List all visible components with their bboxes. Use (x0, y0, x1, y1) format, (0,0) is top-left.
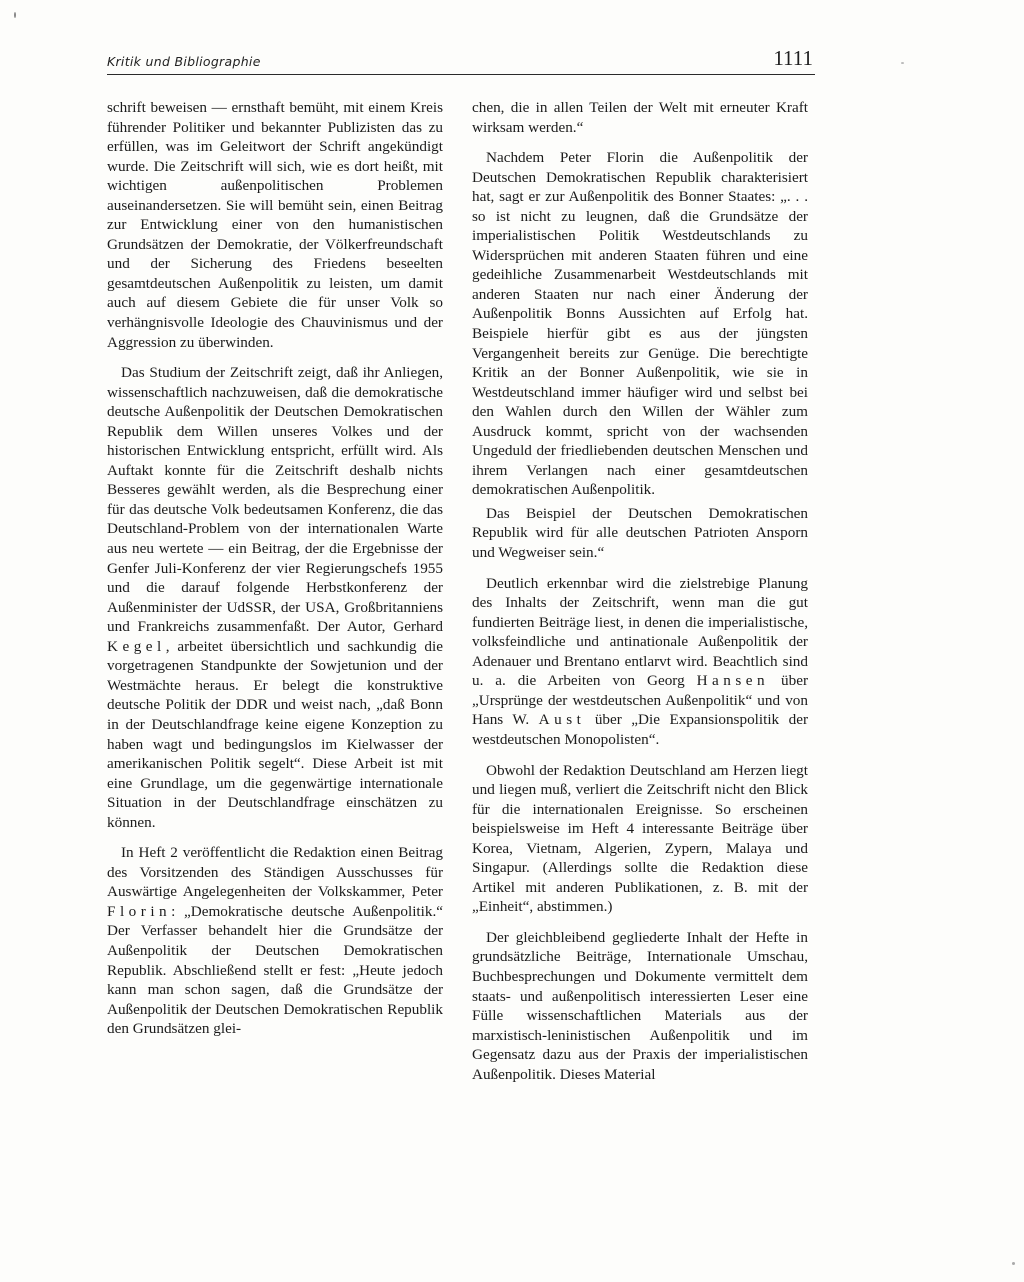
text-run: über „Die Expansionspolitik der westdeutschen Monopolisten“. (472, 711, 808, 748)
scan-speck (14, 12, 16, 18)
text-run: über „Ursprünge der westdeutschen Außenpolitik“ und von Hans W. (472, 672, 809, 729)
paragraph (107, 843, 443, 1038)
paragraph: Nachdem Peter Florin die Außenpolitik der Deutschen Demokratischen Republik charakterisiert hat, sagt er zur Außenpolitik des Bonner Staates: „. . . so ist nicht zu leugnen, daß die Grundsätze der imperialistischen Politik Westdeutschlands zu Widersprüchen mit anderen Staaten führen und eine gedeihliche Zusammenarbeit Westdeutschlands mit anderen Staaten nur nach einer Änderung der Außenpolitik Bonns Aussichten auf Erfolg hat. Beispiele hierfür gibt es aus der jüngsten Vergangenheit bereits zur Genüge. Die berechtigte Kritik an der Bonner Außenpolitik, wie sie in Westdeutschland immer häufiger wird und selbst bei den Wahlen durch den Willen der Wähler zum Ausdruck kommt, spricht von der wachsenden Ungeduld der friedliebenden deutschen Menschen und ihrem Verlangen nach einer gesamtdeutschen demokratischen Außenpolitik. (472, 149, 808, 499)
text-run: , arbeitet übersichtlich und sachkundig die vorgetragenen Standpunkte der Sowjetunion und der Westmächte heraus. Er belegt die konstruktive deutsche Politik der DDR und weist nach, „daß Bonn in der Deutschlandfrage keine eigene Konzeption zu haben wagt und bedingungslos im Kielwasser der amerikanischen Politik segelt“. Diese Arbeit ist mit eine Grundlage, um die gegenwärtige internationale Situation in der Deutschlandfrage einschätzen zu können. (107, 637, 443, 831)
page-header (107, 46, 815, 75)
running-head: Kritik und Bibliographie (107, 54, 261, 69)
author-name: Aust (538, 711, 586, 729)
text-run: In Heft 2 veröffentlicht die Redaktion einen Beitrag des Vorsitzenden des Ständigen Ausschusses für Auswärtige Angelegenheiten der Volkskammer, Peter (107, 844, 443, 901)
author-name: Kegel (107, 637, 166, 655)
text-run: : „Demokratische deutsche Außenpolitik.“ Der Verfasser behandelt hier die Grundsätze der Außenpolitik der Deutschen Demokratischen Republik. Abschließend stellt er fest: „Heute jedoch kann man schon sagen, daß die Grundsätze der Außenpolitik der Deutschen Demokratischen Republik den Grundsätzen glei- (107, 902, 443, 1038)
paragraph (107, 363, 443, 832)
page-number: 1111 (773, 46, 813, 70)
paragraph: Der gleichbleibend gegliederte Inhalt der Hefte in grundsätzliche Beiträge, Internationale Umschau, Buchbesprechungen und Dokumente vermittelt dem staats- und außenpolitisch interessierten Leser eine Fülle wissenschaftlichen Materials aus der marxistisch-leninistischen Außenpolitik und im Gegensatz dazu aus der Praxis der imperialistischen Außenpolitik. Dieses Material (472, 928, 808, 1083)
paragraph: chen, die in allen Teilen der Welt mit erneuter Kraft wirksam werden.“ (472, 99, 808, 136)
text-run: Das Studium der Zeitschrift zeigt, daß ihr Anliegen, wissenschaftlich nachzuweisen, daß die demokratische deutsche Außenpolitik der Deutschen Demokratischen Republik dem Willen unseres Volkes und der historischen Entwicklung entspricht, erfüllt wird. Als Auftakt konnte für die Zeitschrift deshalb nichts Besseres gewählt werden, als die Besprechung einer für das deutsche Volk bedeutsamen Konferenz, die das Deutschland-Problem von der internationalen Warte aus neu wertete — ein Beitrag, der die Ergebnisse der Genfer Juli-Konferenz der vier Regierungschefs 1955 und die darauf folgende Herbstkonferenz der Außenminister der UdSSR, der USA, Großbritanniens und Frankreichs zusammenfaßt. Der Autor, Gerhard (107, 364, 443, 636)
paragraph: Das Beispiel der Deutschen Demokratischen Republik wird für alle deutschen Patrioten Ansporn und Wegweiser sein.“ (472, 504, 808, 562)
text-run: Deutlich erkennbar wird die zielstrebige Planung des Inhalts der Zeitschrift, wenn man die gut fundierten Beiträge liest, in denen die imperialistische, volksfeindliche und antinationale Außenpolitik der Adenauer und Brentano entlarvt wird. Beachtlich sind u. a. die Arbeiten von Georg (472, 574, 808, 690)
left-column (107, 98, 443, 1050)
author-name: Hansen (696, 672, 770, 690)
author-name: Florin (107, 902, 172, 920)
paragraph (472, 574, 808, 750)
paragraph: Obwohl der Redaktion Deutschland am Herzen liegt und liegen muß, verliert die Zeitschrift nicht den Blick für die internationalen Ereignisse. So erscheinen beispielsweise im Heft 4 interessante Beiträge über Korea, Vietnam, Algerien, Zypern, Malaya und Singapur. (Allerdings sollte die Redaktion diese Artikel mit anderen Publikationen, z. B. mit der „Einheit“, abstimmen.) (472, 761, 808, 916)
scan-speck (1012, 1262, 1015, 1265)
scan-speck (901, 62, 904, 64)
right-column (472, 98, 808, 1095)
paragraph: schrift beweisen — ernsthaft bemüht, mit einem Kreis führender Politiker und bekannter Publizisten das zu erfüllen, was im Geleitwort der Schrift angekündigt wurde. Die Zeitschrift will sich, wie es dort heißt, mit wichtigen außenpolitischen Problemen auseinandersetzen. Sie will bemüht sein, einen Beitrag zur Entwicklung einer von den humanistischen Grundsätzen der Demokratie, der Völkerfreundschaft und der Sicherung des Friedens beseelten gesamtdeutschen Außenpolitik zu leisten, um damit auch auf diesem Gebiete die für unser Volk so verhängnisvolle Ideologie des Chauvinismus und der Aggression zu überwinden. (107, 99, 443, 351)
